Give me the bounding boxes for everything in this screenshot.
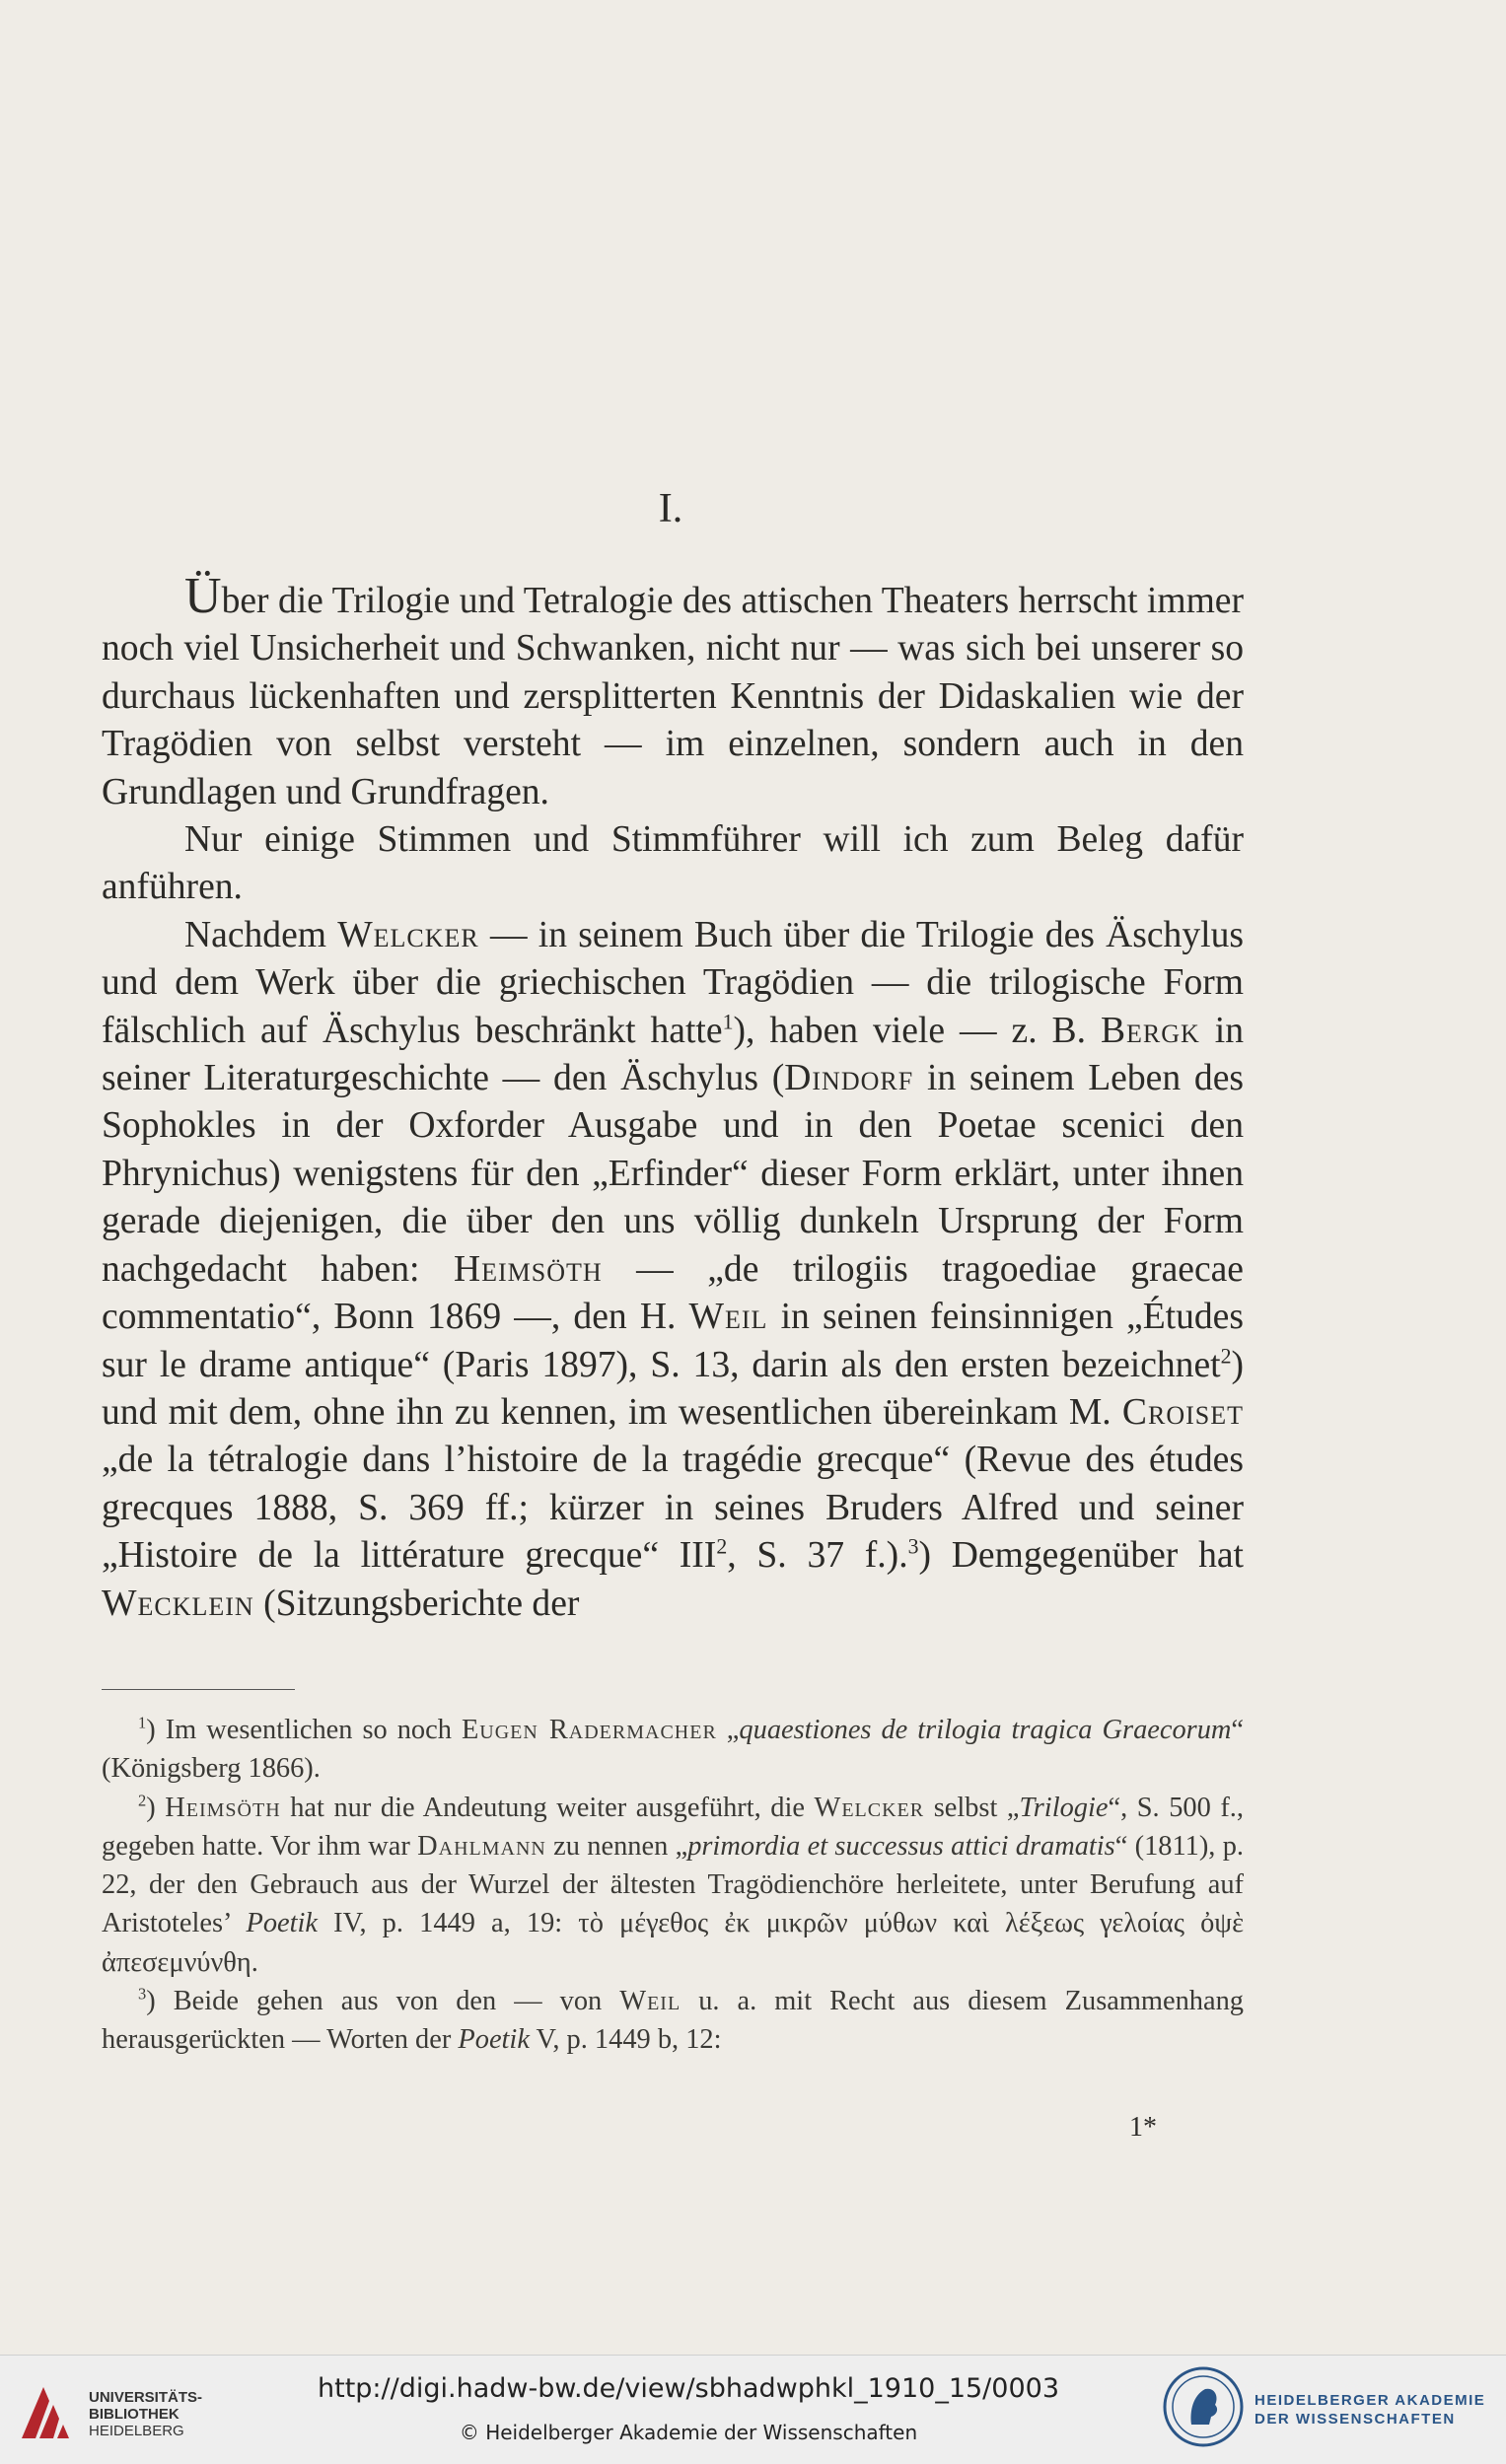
academy-seal-icon[interactable] <box>1162 2365 1245 2448</box>
footnotes <box>102 1711 1244 2060</box>
footnote-ref[interactable]: 1 <box>722 1010 734 1034</box>
author-name: Wecklein <box>102 1583 254 1624</box>
paragraph-3: Nachdem Welcker — in seinem Buch über die Trilogie des Äschylus und dem Werk über die griechischen Tragödien — die trilogische Form fälschlich auf Äschylus beschränkt hatte$^1$), haben viele — z. B. Bergk in seiner Literaturgeschichte — den Äschylus (Dindorf in seinem Leben des Sophokles in der Oxforder Ausgabe und in den Poetae scenici den Phrynichus) wenigstens für den „Erfinder“ dieser Form erklärt, unter ihnen gerade diejenigen, die über den uns völlig dunkeln Ursprung der Form nachgedacht haben: Heimsöth — „de trilogiis tragoediae graecae commentatio“, Bonn 1869 —, den H. Weil in seinen feinsinnigen „Études sur le drame antique“ (Paris 1897), S. 13, darin als den ersten bezeichnet$^2$) und mit dem, ohne ihn zu kennen, im wesentlichen übereinkam M. Croiset „de la tétralogie dans l’histoire de la tragédie grecque“ (Revue des études grecques 1888, S. 369 ff.; kürzer in seines Bruders Alfred und seiner „Histoire de la littérature grecque“ III$^2$, S. 37 f.).$^3$) Demgegenüber hat Wecklein (Sitzungsberichte der <box>102 914 1245 1624</box>
chapter-number: I. <box>658 486 683 531</box>
permalink-url[interactable]: http://digi.hadw-bw.de/view/sbhadwphkl_1910_15/0003 <box>318 2373 1059 2404</box>
footnote-ref[interactable]: 2 <box>1220 1343 1232 1368</box>
author-name: Bergk <box>1100 1010 1200 1051</box>
copyright-notice: © Heidelberger Akademie der Wissenschaften <box>459 2421 918 2444</box>
author-name: Dindorf <box>784 1058 914 1099</box>
main-text <box>102 568 1245 1628</box>
footnote-1: $^1$) Im wesentlichen so noch Eugen Radermacher „quaestiones de trilogia tragica Graecorum“ (Königsberg 1866). <box>102 1713 1245 1785</box>
author-name: Croiset <box>1121 1391 1244 1433</box>
author-name: Weil <box>688 1297 768 1338</box>
footnote-3: $^3$) Beide gehen aus von den — von Weil u. a. mit Recht aus diesem Zusammenhang herausgerückten — Worten der Poetik V, p. 1449 b, 12: <box>102 1984 1244 2056</box>
paragraph-1: Über die Trilogie und Tetralogie des attischen Theaters herrscht immer noch viel Unsicherheit und Schwanken, nicht nur — was sich bei unserer so durchaus lückenhaften und zersplitterten Kenntnis der Didaskalien wie der Tragödien von selbst versteht — im einzelnen, sondern auch in den Grundlagen und Grundfragen. <box>102 568 1244 812</box>
author-name: Heimsöth <box>453 1248 603 1290</box>
footnote-2: $^2$) Heimsöth hat nur die Andeutung weiter ausgeführt, die Welcker selbst „Trilogie“, S. 500 f., gegeben hatte. Vor ihm war Dahlmann zu nennen „primordia et successus attici dramatis“ (1811), p. 22, der den Gebrauch aus der Wurzel der ältesten Tragödienchöre herleitete, unter Berufung auf Aristoteles’ Poetik IV, p. 1449 a, 19: τὸ μέγεθος ἐκ μικρῶν μύθων καὶ λέξεως γελοίας ὀψὲ ἀπεσεμνύνθη. <box>102 1791 1245 1978</box>
footnote-divider <box>102 1689 295 1690</box>
edition-superscript: 2 <box>716 1534 728 1559</box>
paragraph-2: Nur einige Stimmen und Stimmführer will ich zum Beleg dafür anführen. <box>102 819 1244 908</box>
footnote-ref[interactable]: 3 <box>907 1534 919 1559</box>
signature-mark: 1* <box>1129 2112 1157 2143</box>
author-name: Welcker <box>337 914 479 955</box>
academy-name[interactable]: HEIDELBERGER AKADEMIE DER WISSENSCHAFTEN <box>1255 2392 1486 2428</box>
library-logo-icon[interactable] <box>14 2375 87 2448</box>
viewer-footer <box>0 2355 1506 2464</box>
drop-cap: Ü <box>184 568 222 624</box>
library-name[interactable]: UNIVERSITÄTS- BIBLIOTHEK HEIDELBERG <box>89 2389 203 2439</box>
